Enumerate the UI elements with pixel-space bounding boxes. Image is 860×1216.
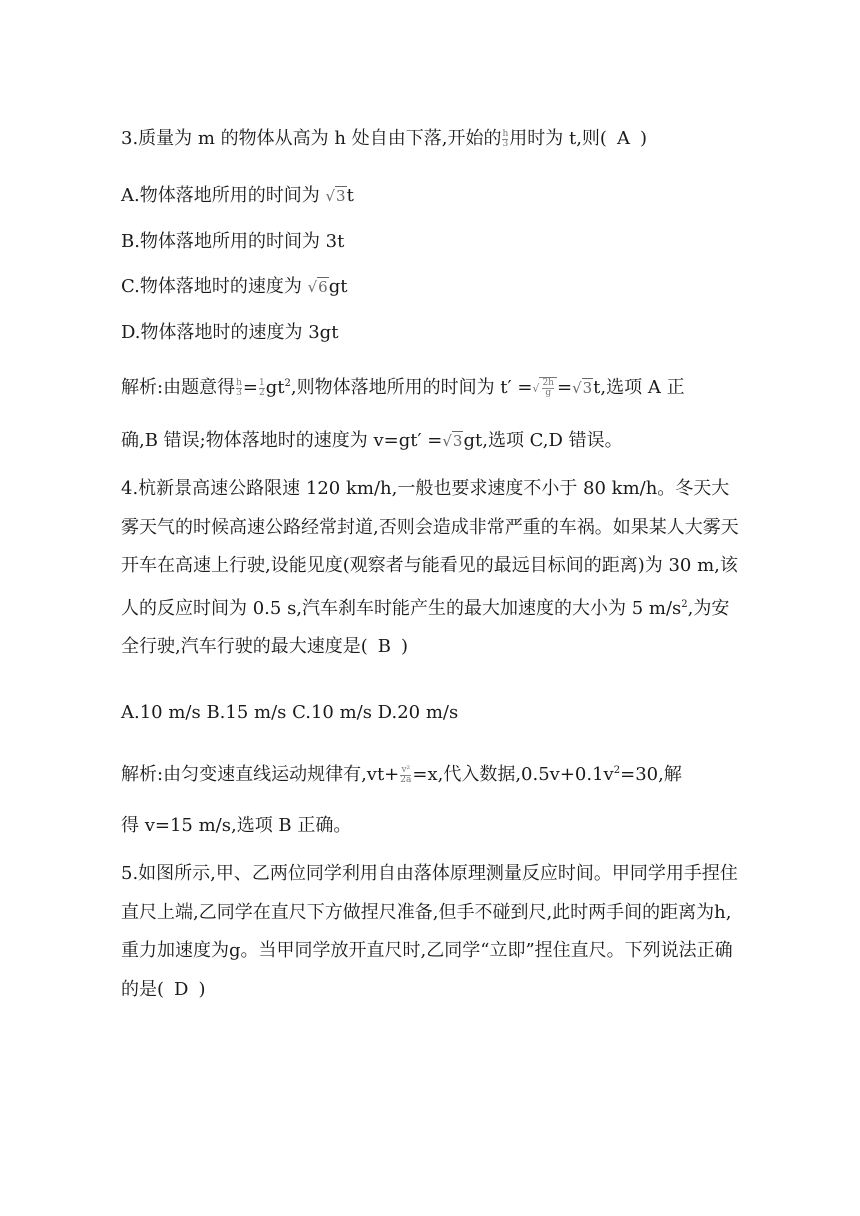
sqrt-6: √6 bbox=[307, 278, 328, 296]
question-5-answer: D bbox=[174, 978, 189, 1000]
fraction-v2-over-2a: $\frac{\text{v²}}{2a}$ bbox=[400, 764, 412, 785]
question-3-solution-line-2: 确,B 错误;物体落地时的速度为 v=gt′ =√3gt,选项 C,D 错误。 bbox=[121, 430, 623, 451]
option-c: C.物体落地时的速度为 √6gt bbox=[121, 276, 348, 297]
question-3-solution-line-1: 解析:由题意得 $\frac{h}{3}$ = $\frac{1}{2}$ $gt^2$,则物体落地所用的时间为 t′ =√ $\frac{2h}{g}$ =√3t,选项 A 正 bbox=[121, 377, 685, 398]
fraction-h-over-3: $\frac{h}{3}$ bbox=[502, 128, 509, 149]
fraction-h-over-3: $\frac{h}{3}$ bbox=[236, 377, 242, 398]
question-4-answer: B bbox=[377, 636, 391, 657]
question-4-options: A.10 m/s B.15 m/s C.10 m/s D.20 m/s bbox=[121, 702, 459, 723]
question-5-stem: 5.如图所示,甲、乙两位同学利用自由落体原理测量反应时间。甲同学用手捏住直尺上端,乙同学在直尺下方做捏尺准备,但手不碰到尺,此时两手间的距离为h,重力加速度为g。当甲同学放开直尺时,乙同学“立即”捏住直尺。下列说法正确的是( D ) bbox=[121, 855, 741, 1009]
option-b: B.物体落地所用的时间为 3t bbox=[121, 231, 345, 252]
question-3-stem: 3.质量为 m 的物体从高为 h 处自由下落,开始的 $\frac{h}{3}$ 用时为 t,则( A ) bbox=[121, 128, 647, 149]
question-4-stem: 4.杭新景高速公路限速 120 km/h,一般也要求速度不小于 80 km/h。冬天大雾天气的时候高速公路经常封道,否则会造成非常严重的车祸。如果某人大雾天开车在高速上行驶,设能见度(观察者与能看见的最远目标间的距离)为 30 m,该人的反应时间为 0.5 s,汽车刹车时能产生的最大加速度的大小为 5 $m/s^2$,为安全行驶,汽车行驶的最大速度是( B ) bbox=[121, 470, 741, 667]
sqrt-2h-over-g: √ $\frac{2h}{g}$ bbox=[532, 377, 557, 400]
sqrt-3: √3 bbox=[572, 379, 593, 397]
question-4-solution-line-1: 解析:由匀变速直线运动规律有,vt+ $\frac{\text{v²}}{2a}$ =x,代入数据$,0.5v+0.1v^2=30$,解 bbox=[121, 764, 682, 785]
question-4-solution-line-2: 得 v=15 m/s,选项 B 正确。 bbox=[121, 815, 352, 836]
sqrt-3: √3 bbox=[442, 432, 463, 450]
question-3-answer: A bbox=[616, 128, 630, 149]
option-d: D.物体落地时的速度为 3gt bbox=[121, 322, 339, 343]
option-a: A.物体落地所用的时间为 √3t bbox=[121, 185, 354, 206]
sqrt-3: √3 bbox=[325, 187, 346, 205]
fraction-1-over-2: $\frac{1}{2}$ bbox=[258, 377, 265, 398]
